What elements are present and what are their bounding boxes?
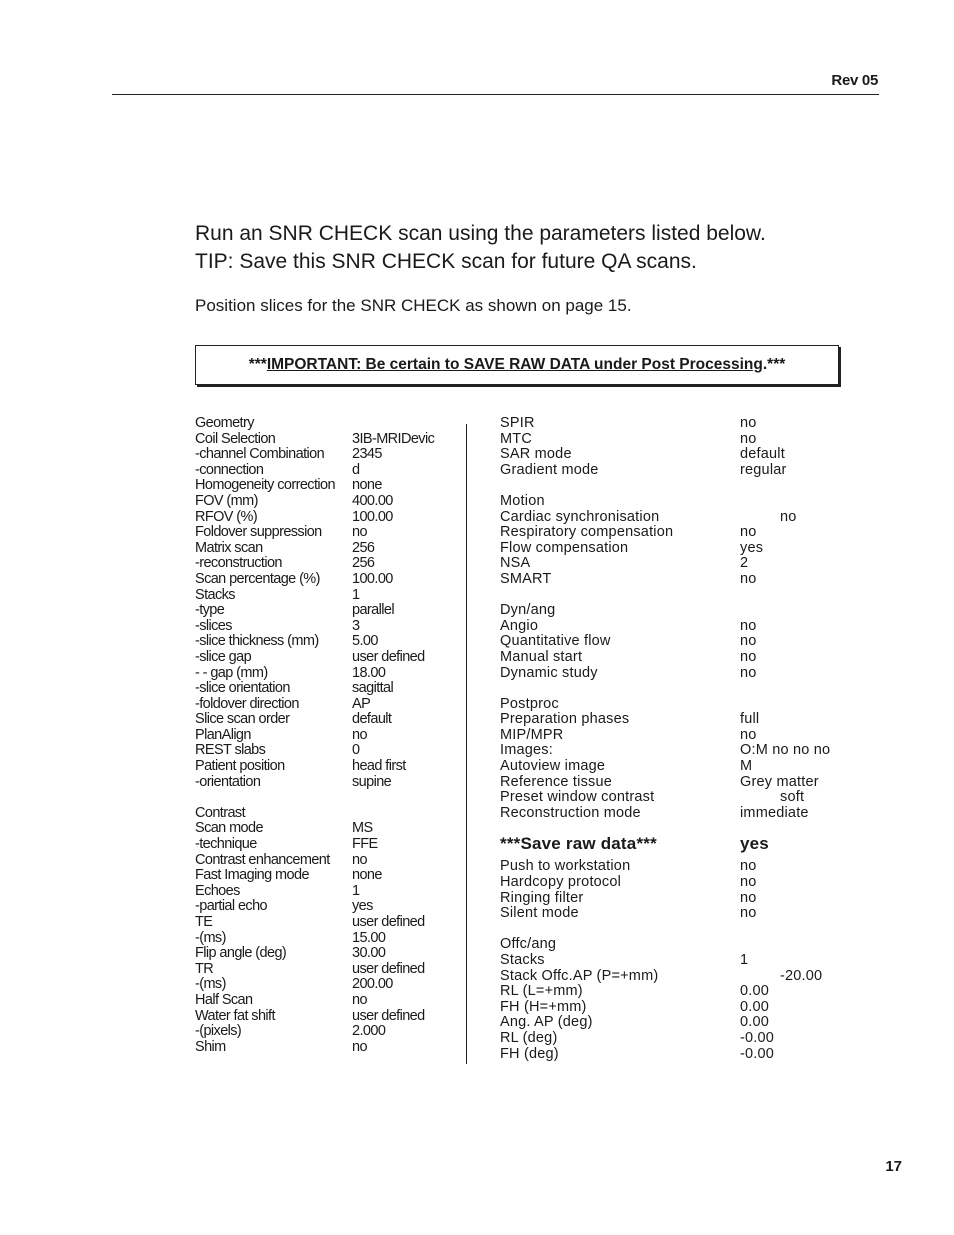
parameter-label: Stack Offc.AP (P=+mm)	[500, 967, 659, 984]
parameter-row	[500, 463, 860, 479]
parameter-label: Dyn/ang	[500, 602, 556, 619]
parameter-value: none	[352, 477, 382, 494]
parameter-label: -foldover direction	[195, 695, 299, 712]
parameter-label: SMART	[500, 570, 552, 587]
parameter-row	[195, 728, 460, 744]
parameter-label: NSA	[500, 555, 531, 572]
parameter-row	[195, 447, 460, 463]
parameter-value: O:M no no no	[740, 742, 831, 759]
parameter-label: SAR mode	[500, 446, 572, 463]
parameter-label: Angio	[500, 617, 539, 634]
parameter-value: full	[740, 711, 760, 728]
parameter-row	[195, 666, 460, 682]
parameter-label: Geometry	[195, 415, 254, 431]
spacer	[195, 790, 460, 806]
parameter-row	[500, 1015, 860, 1031]
parameter-row	[195, 868, 460, 884]
parameter-value: no	[740, 648, 757, 665]
parameter-row	[500, 697, 860, 713]
right-parameters-bottom	[500, 859, 860, 1062]
parameter-row	[500, 859, 860, 875]
parameter-label: -slice orientation	[195, 680, 290, 697]
parameter-value: no	[352, 524, 367, 541]
geometry-contrast-parameters	[195, 416, 460, 1055]
parameter-value: AP	[352, 695, 371, 712]
parameter-value: user defined	[352, 914, 425, 930]
save-raw-data-label: ***Save raw data***	[500, 834, 657, 854]
header-rule	[112, 94, 879, 95]
parameter-row	[500, 432, 860, 448]
parameter-row	[195, 1009, 460, 1025]
column-divider	[466, 424, 467, 1064]
parameter-label: Matrix scan	[195, 539, 263, 556]
parameter-label: Flip angle (deg)	[195, 945, 287, 962]
parameter-label: SPIR	[500, 415, 535, 431]
save-raw-data-value: yes	[740, 834, 769, 854]
parameter-label: RL (L=+mm)	[500, 983, 583, 1000]
parameter-label: -reconstruction	[195, 555, 282, 572]
parameter-label: FOV (mm)	[195, 492, 258, 509]
parameter-value: -0.00	[740, 1029, 775, 1046]
parameter-value: 100.00	[352, 508, 393, 525]
parameter-label: Respiratory compensation	[500, 524, 674, 541]
parameter-row	[500, 875, 860, 891]
parameter-label: Slice scan order	[195, 711, 290, 728]
right-parameters	[500, 416, 860, 1062]
parameter-label: Postproc	[500, 695, 559, 712]
parameter-row	[195, 416, 460, 432]
parameter-label: Preset window contrast	[500, 789, 655, 806]
parameter-label: FH (H=+mm)	[500, 998, 587, 1015]
parameter-value: yes	[740, 539, 764, 556]
parameter-value: 0.00	[740, 1014, 770, 1031]
parameter-row	[500, 447, 860, 463]
parameter-row	[500, 712, 860, 728]
parameter-value: default	[740, 446, 785, 463]
parameter-value: 0.00	[740, 998, 770, 1015]
parameter-row	[195, 853, 460, 869]
parameter-row	[500, 984, 860, 1000]
parameter-value: 100.00	[352, 570, 393, 587]
parameter-label: Reference tissue	[500, 773, 613, 790]
parameter-value: yes	[352, 898, 373, 915]
parameter-row	[195, 588, 460, 604]
parameter-value: 1	[740, 952, 749, 968]
parameter-row	[500, 525, 860, 541]
parameter-value: no	[780, 508, 797, 525]
parameter-value: no	[352, 851, 367, 868]
parameter-label: Fast Imaging mode	[195, 867, 309, 884]
parameter-label: TE	[195, 914, 213, 930]
parameter-label: Quantitative flow	[500, 633, 611, 650]
important-notice	[195, 345, 839, 385]
parameter-label: Cardiac synchronisation	[500, 508, 660, 525]
parameter-row	[500, 650, 860, 666]
parameter-label: Reconstruction mode	[500, 804, 641, 821]
parameter-value: 400.00	[352, 492, 393, 509]
parameter-label: -type	[195, 602, 225, 619]
parameter-label: Stacks	[195, 586, 235, 603]
parameter-value: no	[352, 726, 367, 743]
parameter-value: no	[740, 617, 757, 634]
parameter-value: 256	[352, 555, 375, 572]
parameter-value: 2.000	[352, 1023, 386, 1040]
parameter-row	[500, 790, 860, 806]
parameter-row	[195, 712, 460, 728]
parameter-row	[500, 1047, 860, 1063]
parameter-row	[195, 619, 460, 635]
parameter-value: no	[740, 858, 757, 875]
parameter-row	[500, 619, 860, 635]
parameter-label: -connection	[195, 461, 264, 478]
instruction-heading	[195, 220, 766, 276]
parameter-label: MIP/MPR	[500, 726, 564, 743]
parameter-label: -slice thickness (mm)	[195, 633, 319, 650]
parameter-value: soft	[780, 789, 805, 806]
parameter-label: -(ms)	[195, 929, 226, 946]
parameter-value: FFE	[352, 836, 378, 853]
parameter-value: user defined	[352, 648, 425, 665]
parameter-value: 3IB-MRIDevic	[352, 430, 435, 447]
parameter-row	[500, 891, 860, 907]
parameter-label: Ringing filter	[500, 889, 584, 906]
parameter-value: sagittal	[352, 680, 394, 697]
parameter-row	[500, 806, 860, 822]
parameter-value: no	[740, 664, 757, 681]
parameter-value: no	[352, 1038, 367, 1055]
parameter-row	[500, 416, 860, 432]
parameter-value: regular	[740, 461, 787, 478]
parameter-label: RFOV (%)	[195, 508, 258, 525]
parameter-value: MS	[352, 820, 373, 837]
parameter-label: Silent mode	[500, 905, 579, 922]
parameter-label: Shim	[195, 1038, 226, 1055]
parameter-value: 5.00	[352, 633, 378, 650]
parameter-label: Water fat shift	[195, 1007, 275, 1024]
parameter-row	[195, 962, 460, 978]
parameter-row	[195, 525, 460, 541]
revision-label: Rev 05	[831, 72, 878, 89]
parameter-value: d	[352, 461, 360, 478]
parameter-value: 1	[352, 586, 360, 603]
parameter-label: Coil Selection	[195, 430, 276, 447]
parameter-row	[195, 931, 460, 947]
parameter-value: no	[740, 874, 757, 891]
parameter-row	[195, 884, 460, 900]
parameter-row	[195, 697, 460, 713]
spacer	[500, 478, 860, 494]
parameter-value: immediate	[740, 804, 809, 821]
parameter-row	[195, 603, 460, 619]
parameter-row	[195, 946, 460, 962]
parameter-row	[500, 743, 860, 759]
parameter-label: Manual start	[500, 648, 583, 665]
parameter-value: no	[740, 633, 757, 650]
parameter-label: MTC	[500, 430, 533, 447]
important-text: IMPORTANT: Be certain to SAVE RAW DATA under Post Processing	[266, 356, 763, 373]
parameter-label: Homogeneity correction	[195, 477, 335, 494]
parameter-row	[500, 775, 860, 791]
parameter-label: Contrast	[195, 804, 245, 821]
parameter-value: 1	[352, 882, 360, 899]
parameter-value: 30.00	[352, 945, 386, 962]
parameter-label: Hardcopy protocol	[500, 874, 622, 891]
parameter-row	[195, 899, 460, 915]
parameter-value: no	[352, 991, 367, 1008]
important-suffix: .***	[762, 356, 786, 373]
position-note: Position slices for the SNR CHECK as shown on page 15.	[195, 296, 632, 315]
parameter-value: no	[740, 905, 757, 922]
important-prefix: ***	[248, 356, 267, 373]
parameter-row	[195, 572, 460, 588]
parameter-value: no	[740, 415, 757, 431]
parameter-row	[195, 510, 460, 526]
parameter-label: - - gap (mm)	[195, 664, 268, 681]
spacer	[500, 681, 860, 697]
parameter-row	[195, 821, 460, 837]
parameter-row	[500, 572, 860, 588]
parameter-row	[500, 556, 860, 572]
parameter-row	[195, 806, 460, 822]
parameter-row	[500, 759, 860, 775]
parameter-label: Images:	[500, 742, 553, 759]
parameter-row	[195, 650, 460, 666]
parameter-label: Offc/ang	[500, 936, 557, 953]
parameter-row	[195, 837, 460, 853]
right-parameters-top	[500, 416, 860, 821]
parameter-row	[500, 969, 860, 985]
parameter-label: FH (deg)	[500, 1045, 559, 1062]
parameter-row	[195, 556, 460, 572]
parameter-value: -0.00	[740, 1045, 775, 1062]
parameter-row	[500, 494, 860, 510]
parameter-row	[500, 953, 860, 969]
parameter-value: supine	[352, 773, 392, 790]
parameter-value: none	[352, 867, 382, 884]
parameter-value: default	[352, 711, 392, 728]
parameter-label: TR	[195, 960, 214, 977]
parameter-label: Ang. AP (deg)	[500, 1014, 593, 1031]
parameter-label: -slice gap	[195, 648, 252, 665]
parameter-label: Gradient mode	[500, 461, 599, 478]
parameter-label: Patient position	[195, 758, 285, 775]
parameter-row	[195, 1040, 460, 1056]
parameter-row	[195, 775, 460, 791]
parameter-label: Dynamic study	[500, 664, 598, 681]
parameter-value: no	[740, 726, 757, 743]
parameter-value: 0.00	[740, 983, 770, 1000]
parameter-row	[195, 432, 460, 448]
parameter-label: PlanAlign	[195, 726, 251, 743]
parameter-value: -20.00	[780, 967, 823, 984]
parameter-label: Half Scan	[195, 991, 253, 1008]
parameter-label: Scan mode	[195, 820, 263, 837]
parameter-label: -(pixels)	[195, 1023, 242, 1040]
parameter-label: Push to workstation	[500, 858, 631, 875]
parameter-row	[500, 1031, 860, 1047]
save-raw-data-row	[500, 829, 860, 859]
parameter-value: user defined	[352, 960, 425, 977]
parameter-row	[195, 993, 460, 1009]
parameter-row	[195, 915, 460, 931]
parameter-row	[500, 634, 860, 650]
parameter-value: no	[740, 889, 757, 906]
parameter-value: parallel	[352, 602, 394, 619]
parameter-label: Foldover suppression	[195, 524, 322, 541]
parameter-row	[500, 666, 860, 682]
parameter-value: 3	[352, 617, 360, 634]
parameter-label: RL (deg)	[500, 1029, 558, 1046]
parameter-label: -channel Combination	[195, 446, 325, 463]
page-number: 17	[885, 1158, 902, 1175]
parameter-row	[195, 478, 460, 494]
parameter-row	[500, 728, 860, 744]
parameter-value: no	[740, 524, 757, 541]
parameter-value: 15.00	[352, 929, 386, 946]
parameter-value: no	[740, 430, 757, 447]
parameter-label: -(ms)	[195, 976, 226, 993]
parameter-label: Echoes	[195, 882, 240, 899]
parameter-label: Scan percentage (%)	[195, 570, 320, 587]
parameter-label: Flow compensation	[500, 539, 629, 556]
parameter-row	[195, 743, 460, 759]
parameter-row	[195, 463, 460, 479]
parameter-row	[195, 494, 460, 510]
parameter-label: -orientation	[195, 773, 261, 790]
parameter-value: user defined	[352, 1007, 425, 1024]
parameter-row	[195, 977, 460, 993]
parameter-row	[500, 510, 860, 526]
parameter-label: Autoview image	[500, 758, 606, 775]
parameter-row	[500, 906, 860, 922]
spacer	[500, 922, 860, 938]
parameter-row	[500, 541, 860, 557]
parameter-label: -partial echo	[195, 898, 267, 915]
parameter-row	[500, 937, 860, 953]
parameter-label: Contrast enhancement	[195, 851, 330, 868]
parameter-label: REST slabs	[195, 742, 266, 759]
parameter-row	[195, 759, 460, 775]
parameter-row	[500, 1000, 860, 1016]
parameter-value: Grey matter	[740, 773, 819, 790]
parameter-value: 0	[352, 742, 360, 759]
parameter-value: 256	[352, 539, 375, 556]
parameter-label: Motion	[500, 492, 545, 509]
parameter-row	[195, 1024, 460, 1040]
instruction-line-1: Run an SNR CHECK scan using the parameters listed below.	[195, 222, 766, 245]
parameter-value: 18.00	[352, 664, 386, 681]
parameter-row	[195, 681, 460, 697]
parameter-row	[500, 603, 860, 619]
parameter-label: -slices	[195, 617, 232, 634]
parameter-value: no	[740, 570, 757, 587]
parameter-value: 2345	[352, 446, 382, 463]
parameter-value: 2	[740, 555, 749, 572]
parameter-value: head first	[352, 758, 406, 775]
parameter-label: Preparation phases	[500, 711, 630, 728]
parameter-value: 200.00	[352, 976, 393, 993]
parameter-label: -technique	[195, 836, 257, 853]
parameter-row	[195, 541, 460, 557]
parameter-row	[195, 634, 460, 650]
parameter-label: Stacks	[500, 952, 545, 968]
parameter-value: M	[740, 758, 753, 775]
instruction-tip: TIP: Save this SNR CHECK scan for future QA scans.	[195, 250, 697, 273]
spacer	[500, 588, 860, 604]
